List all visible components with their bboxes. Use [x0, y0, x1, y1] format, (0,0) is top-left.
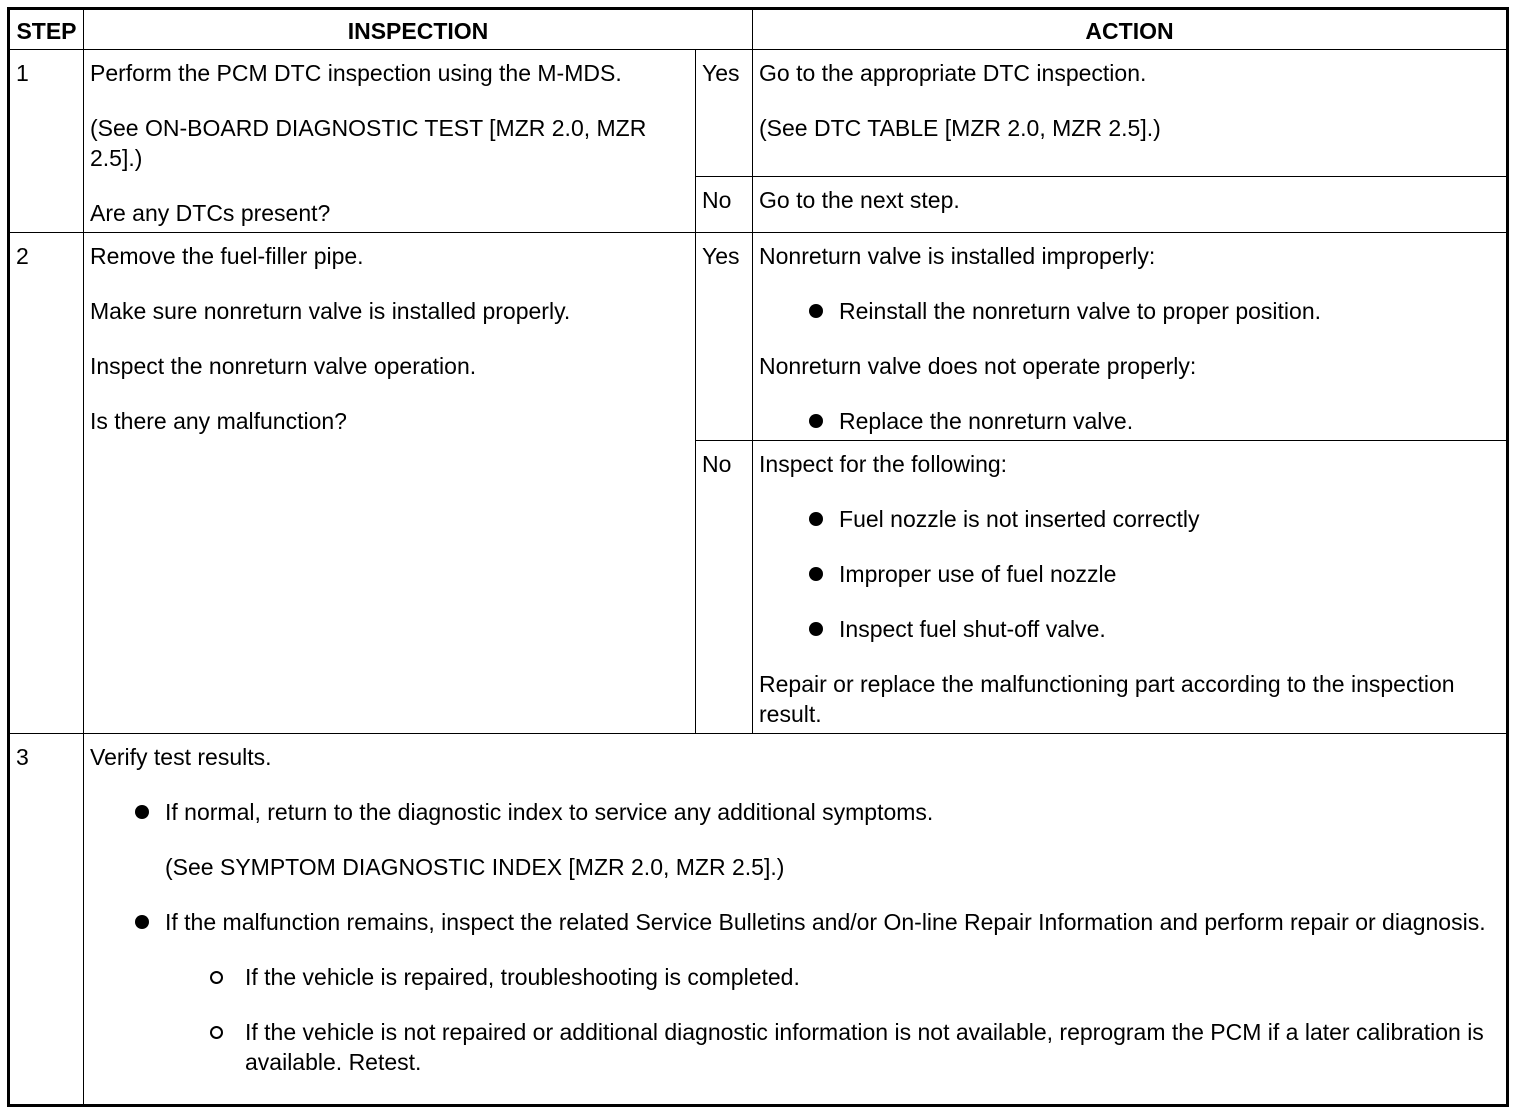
list-item: [759, 504, 1500, 534]
bullet-icon: [809, 512, 823, 526]
bullet-icon: [809, 414, 823, 428]
step1-yes-row: [9, 50, 1508, 177]
bullet-icon: [809, 304, 823, 318]
step2-inspection: [84, 233, 696, 734]
inspection-reference: (See ON-BOARD DIAGNOSTIC TEST [MZR 2.0, MZR 2.5].): [90, 115, 647, 171]
list-item-text: If normal, return to the diagnostic index to service any additional symptoms.: [165, 799, 934, 825]
bullet-list: [90, 797, 1500, 827]
list-item: [759, 559, 1500, 589]
list-item-text: If the vehicle is not repaired or additional diagnostic information is not available, reprogram the PCM if a later calibration is available. Retest.: [245, 1019, 1484, 1075]
list-item-text: Fuel nozzle is not inserted correctly: [839, 506, 1200, 532]
action-text: Go to the appropriate DTC inspection.: [759, 60, 1147, 86]
list-item: [90, 907, 1500, 937]
list-item-text: Replace the nonreturn valve.: [839, 408, 1134, 434]
inspection-text: Inspect the nonreturn valve operation.: [90, 353, 477, 379]
step-number: 3: [9, 734, 84, 1106]
no-label: No: [696, 176, 753, 232]
list-item-text: Reinstall the nonreturn valve to proper position.: [839, 298, 1322, 324]
inspection-text: Remove the fuel-filler pipe.: [90, 243, 364, 269]
inspection-text: Make sure nonreturn valve is installed properly.: [90, 298, 571, 324]
step1-yes-action: [753, 50, 1508, 177]
list-item: [90, 1017, 1500, 1077]
action-text: Repair or replace the malfunctioning part according to the inspection result.: [759, 671, 1455, 727]
step3-row: [9, 734, 1508, 1106]
yes-label: Yes: [696, 233, 753, 441]
list-item-text: If the malfunction remains, inspect the related Service Bulletins and/or On-line Repair Information and perform repair or diagnosis.: [165, 909, 1486, 935]
step-header: STEP: [9, 9, 84, 50]
bullet-icon: [135, 915, 149, 929]
inspection-header: INSPECTION: [84, 9, 753, 50]
bullet-list: [759, 504, 1500, 644]
list-item: [90, 797, 1500, 827]
bullet-list: [759, 296, 1500, 326]
action-reference: (See DTC TABLE [MZR 2.0, MZR 2.5].): [759, 115, 1161, 141]
sub-bullet-list: [90, 962, 1500, 1077]
step1-inspection: [84, 50, 696, 233]
header-row: [9, 9, 1508, 50]
circle-bullet-icon: [210, 971, 223, 984]
step-number: 1: [9, 50, 84, 233]
list-item: [759, 406, 1500, 436]
action-text: Go to the next step.: [759, 186, 960, 213]
step3-reference: (See SYMPTOM DIAGNOSTIC INDEX [MZR 2.0, MZR 2.5].): [165, 854, 785, 880]
step2-yes-row: [9, 233, 1508, 441]
action-text: Nonreturn valve is installed improperly:: [759, 243, 1156, 269]
list-item-text: If the vehicle is repaired, troubleshooting is completed.: [245, 964, 800, 990]
action-text: Inspect for the following:: [759, 451, 1008, 477]
step3-content: [84, 734, 1508, 1106]
inspection-question: Is there any malfunction?: [90, 408, 347, 434]
circle-bullet-icon: [210, 1026, 223, 1039]
bullet-icon: [809, 567, 823, 581]
list-item-text: Improper use of fuel nozzle: [839, 561, 1117, 587]
action-header: ACTION: [753, 9, 1508, 50]
action-text: Nonreturn valve does not operate properly:: [759, 353, 1197, 379]
bullet-list: [90, 907, 1500, 937]
step2-no-action: [753, 441, 1508, 734]
bullet-icon: [135, 805, 149, 819]
inspection-text: Perform the PCM DTC inspection using the M-MDS.: [90, 60, 622, 86]
bullet-icon: [809, 622, 823, 636]
no-label: No: [696, 441, 753, 734]
inspection-question: Are any DTCs present?: [90, 200, 331, 226]
step2-yes-action: [753, 233, 1508, 441]
bullet-list: [759, 406, 1500, 436]
step3-text: Verify test results.: [90, 744, 272, 770]
yes-label: Yes: [696, 50, 753, 177]
diagnostic-table: [7, 7, 1509, 1107]
step1-no-action: [753, 176, 1508, 232]
list-item: [90, 962, 1500, 992]
list-item: [759, 296, 1500, 326]
list-item-text: Inspect fuel shut-off valve.: [839, 616, 1106, 642]
step-number: 2: [9, 233, 84, 734]
list-item: [759, 614, 1500, 644]
